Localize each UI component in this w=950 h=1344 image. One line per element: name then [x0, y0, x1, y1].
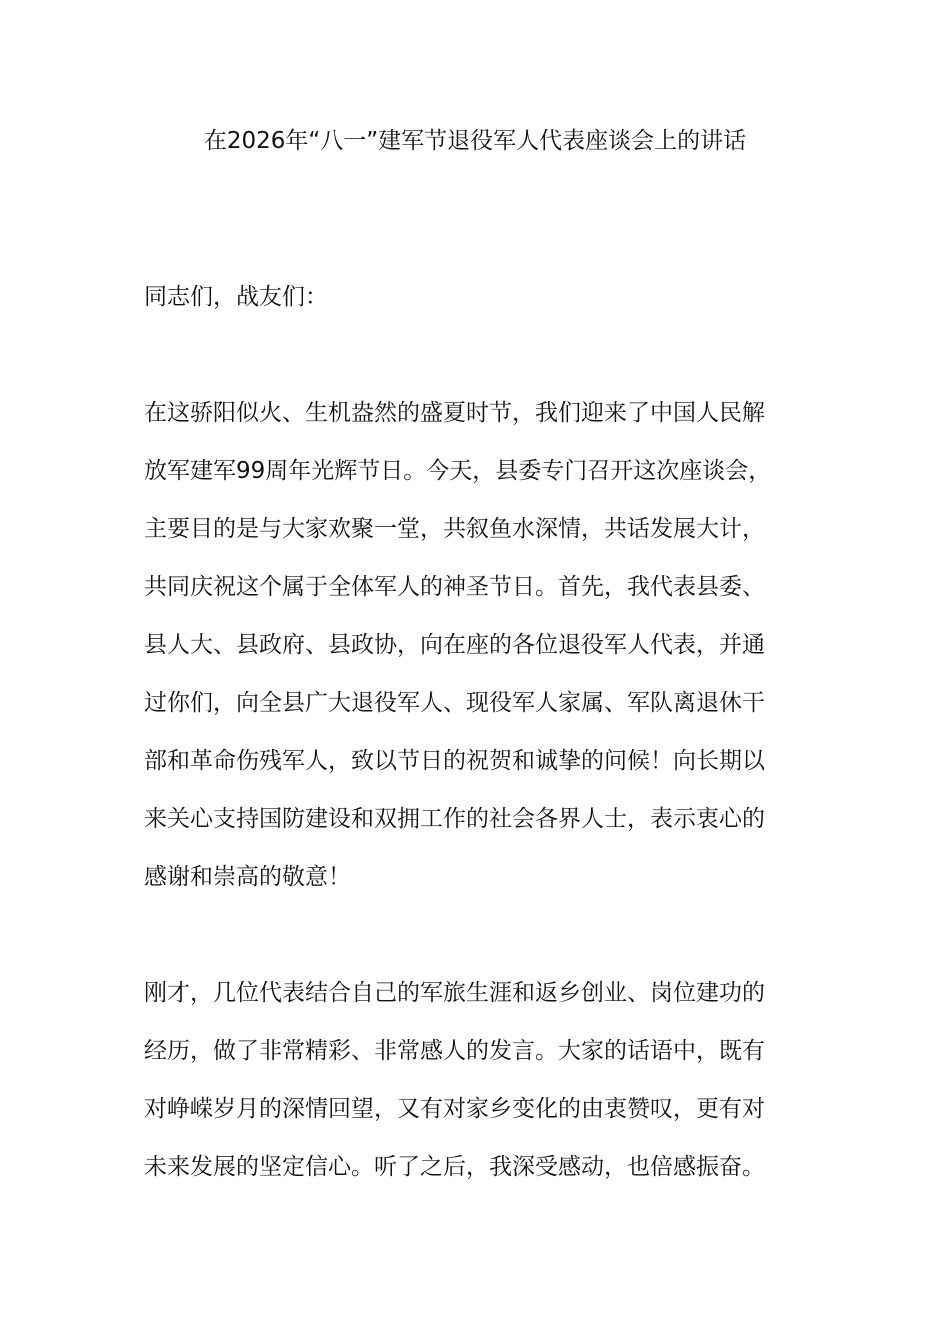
- document-title: 在2026年“八一”建军节退役军人代表座谈会上的讲话: [203, 128, 747, 154]
- paragraph-line: 县人大、县政府、县政协，向在座的各位退役军人代表，并通: [144, 632, 765, 658]
- paragraph-line: 主要目的是与大家欢聚一堂，共叙鱼水深情，共话发展大计，: [144, 516, 765, 542]
- salutation: 同志们，战友们：: [144, 284, 328, 310]
- paragraph-gap: [144, 906, 792, 964]
- paragraph-2: [144, 964, 792, 1196]
- paragraph-line: 感谢和崇高的敬意！: [144, 864, 351, 890]
- paragraph-line: 放军建军99周年光辉节日。今天，县委专门召开这次座谈会，: [144, 458, 772, 484]
- paragraph-line: 过你们，向全县广大退役军人、现役军人家属、军队离退休干: [144, 690, 765, 716]
- paragraph-line: 对峥嵘岁月的深情回望，又有对家乡变化的由衷赞叹，更有对: [144, 1096, 765, 1122]
- paragraph-line: 在这骄阳似火、生机盎然的盛夏时节，我们迎来了中国人民解: [144, 400, 765, 426]
- paragraph-gap: [144, 326, 792, 384]
- paragraph-line: 来关心支持国防建设和双拥工作的社会各界人士，表示衷心的: [144, 806, 765, 832]
- paragraph-line: 未来发展的坚定信心。听了之后，我深受感动，也倍感振奋。: [144, 1154, 765, 1180]
- paragraph-line: 经历，做了非常精彩、非常感人的发言。大家的话语中，既有: [144, 1038, 765, 1064]
- paragraph-line: 部和革命伤残军人，致以节日的祝贺和诚挚的问候！向长期以: [144, 748, 765, 774]
- paragraph-line: 刚才，几位代表结合自己的军旅生涯和返乡创业、岗位建功的: [144, 980, 765, 1006]
- document-body: [144, 268, 792, 1196]
- paragraph-1: [144, 384, 792, 906]
- paragraph-line: 共同庆祝这个属于全体军人的神圣节日。首先，我代表县委、: [144, 574, 765, 600]
